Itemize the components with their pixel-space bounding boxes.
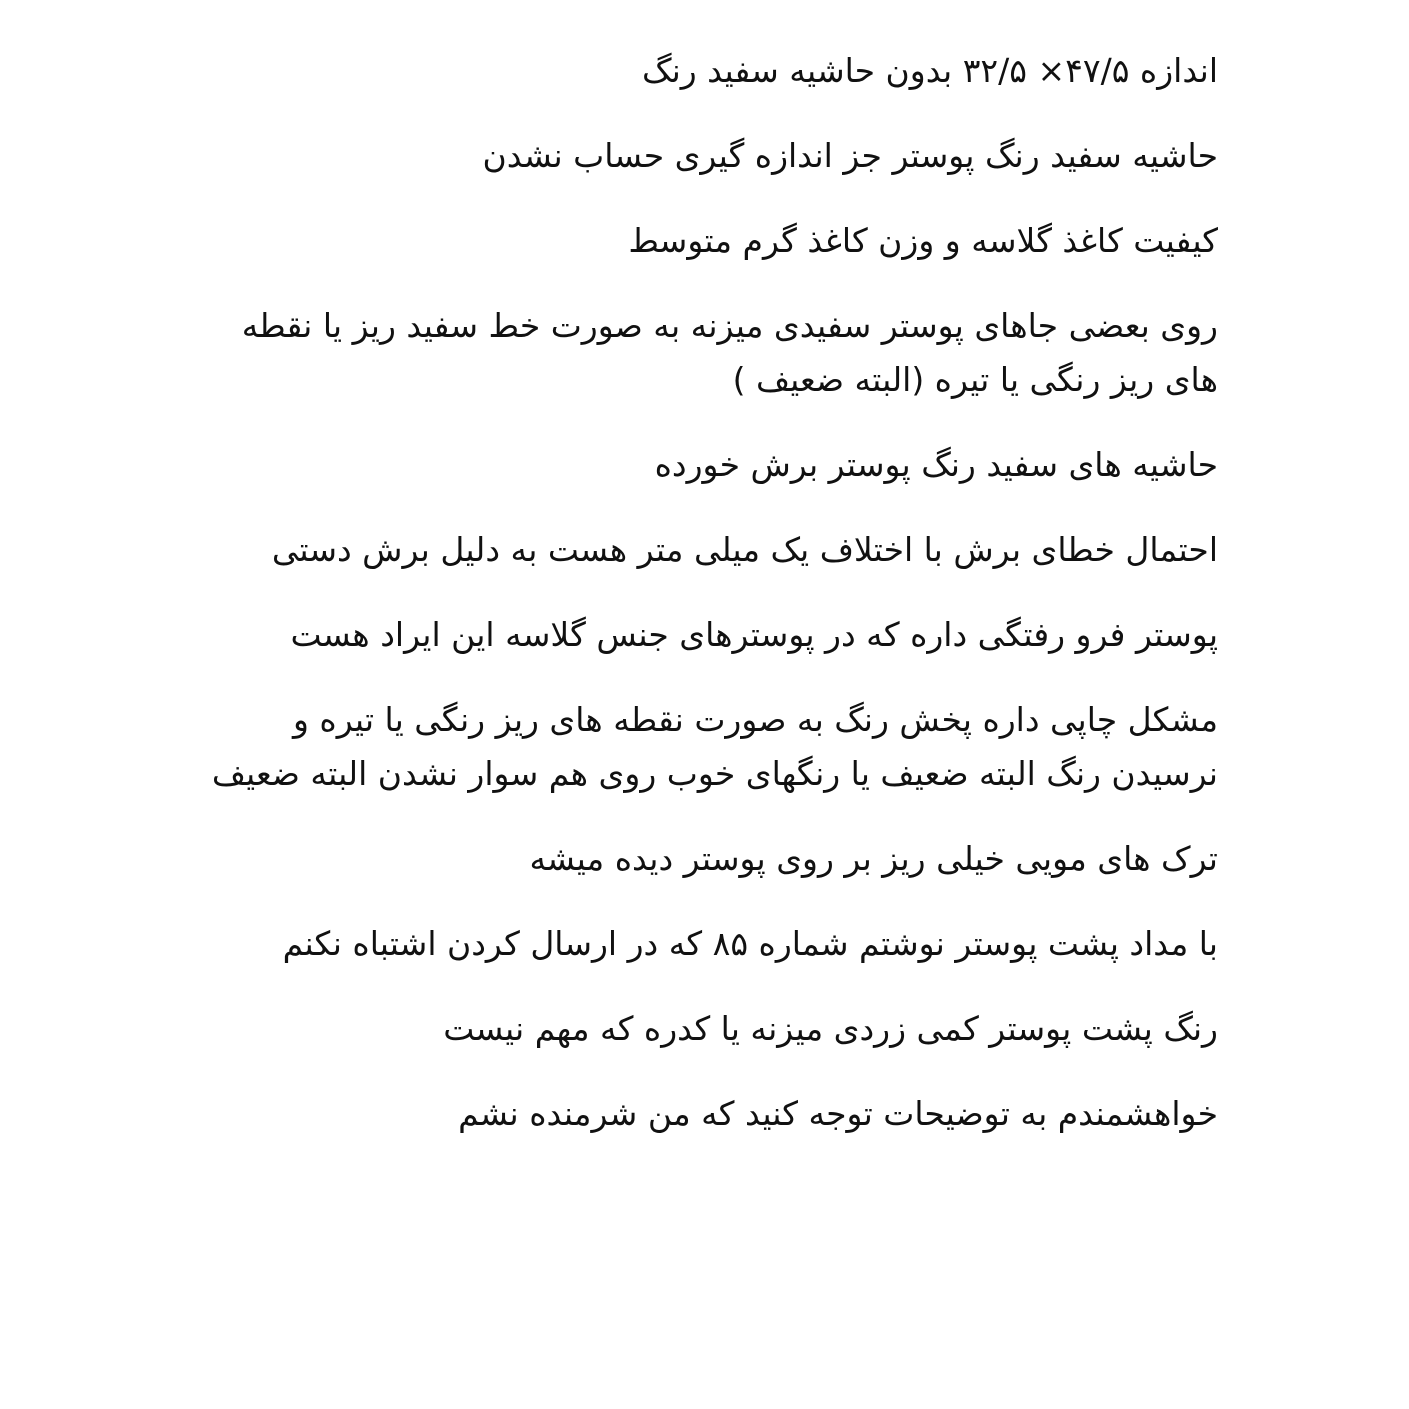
note-paper-quality: کیفیت کاغذ گلاسه و وزن کاغذ گرم متوسط [628,221,1218,260]
note-back-color: رنگ پشت پوستر کمی زردی میزنه یا کدره که مهم نیست [443,1009,1218,1048]
note-request: خواهشمندم به توضیحات توجه کنید که من شرمنده نشم [458,1094,1218,1133]
note-dents: پوستر فرو رفتگی داره که در پوسترهای جنس گلاسه این ایراد هست [290,615,1218,654]
note-size: اندازه ۴۷/۵× ۳۲/۵ بدون حاشیه سفید رنگ [642,51,1218,90]
note-print-issue: مشکل چاپی داره پخش رنگ به صورت نقطه های ریز رنگی یا تیره و نرسیدن رنگ البته ضعیف یا رنگهای خوب روی هم سوار نشدن البته ضعیف [211,700,1218,793]
note-border-cut: حاشیه های سفید رنگ پوستر برش خورده [654,445,1218,484]
note-hairline-cracks: ترک های مویی خیلی ریز بر روی پوستر دیده میشه [529,839,1218,878]
note-white-spots: روی بعضی جاهای پوستر سفیدی میزنه به صورت خط سفید ریز یا نقطه های ریز رنگی یا تیره (البته ضعیف ) [241,306,1218,399]
note-white-border: حاشیه سفید رنگ پوستر جز اندازه گیری حساب نشدن [482,136,1218,175]
description-text [200,44,1218,1172]
note-pencil-number: با مداد پشت پوستر نوشتم شماره ۸۵ که در ارسال کردن اشتباه نکنم [282,924,1218,963]
note-cut-error: احتمال خطای برش با اختلاف یک میلی متر هست به دلیل برش دستی [271,530,1218,569]
